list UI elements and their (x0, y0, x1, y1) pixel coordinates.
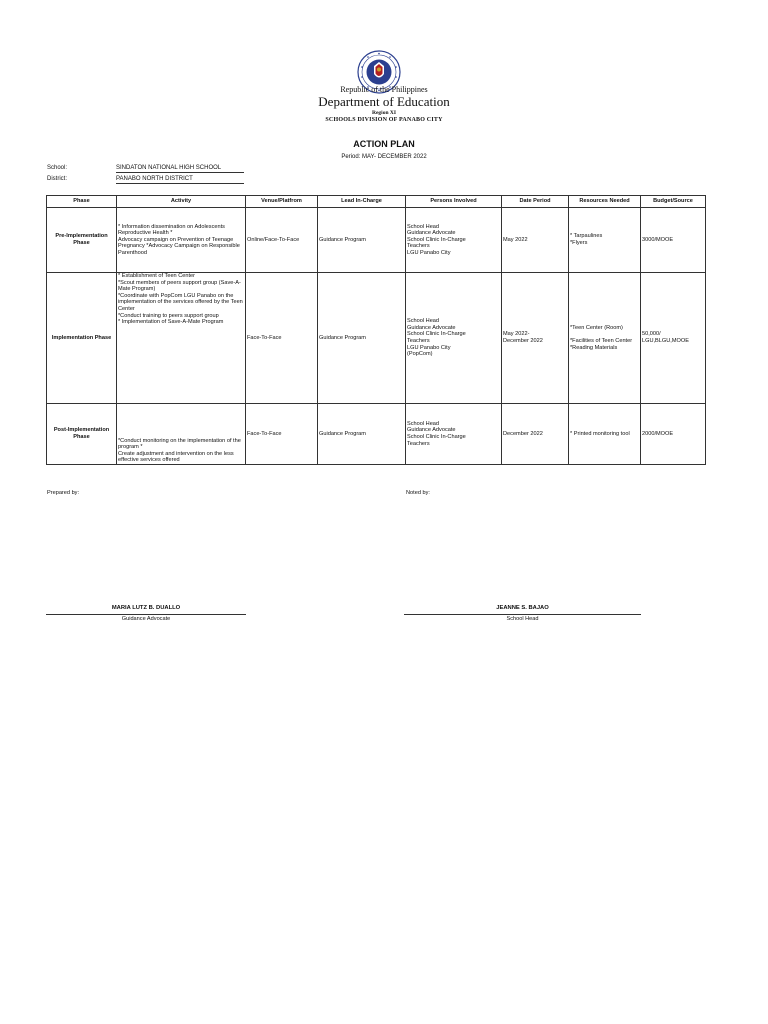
resources-cell: * Tarpaulines *Flyers (569, 208, 641, 273)
persons-cell: School Head Guidance Advocate School Clinic In-Charge Teachers LGU Panabo City (PopCom) (406, 273, 502, 404)
activity-cell: * Information dissemination on Adolescents Reproductive Health * Advocacy campaign on Prevention of Teenage Pregnancy *Advocacy Campaign on Responsible Parenthood (117, 208, 246, 273)
republic-heading: Republic of the Philippines (340, 85, 428, 94)
header-activity: Activity (117, 196, 246, 208)
header-persons: Persons Involved (406, 196, 502, 208)
date-cell: May 2022 (502, 208, 569, 273)
date-cell: December 2022 (502, 404, 569, 465)
budget-cell: 3000/MOOE (641, 208, 706, 273)
resources-cell: * Printed monitoring tool (569, 404, 641, 465)
resources-cell: *Teen Center (Room) *Facilities of Teen Center *Reading Materials (569, 273, 641, 404)
department-heading: Department of Education (318, 94, 450, 109)
phase-cell: Post-Implementation Phase (47, 404, 117, 465)
noted-by-label: Noted by: (406, 490, 430, 496)
phase-cell: Pre-Implementation Phase (47, 208, 117, 273)
lead-cell: Guidance Program (318, 208, 406, 273)
venue-cell: Online/Face-To-Face (246, 208, 318, 273)
persons-cell: School Head Guidance Advocate School Clinic In-Charge Teachers LGU Panabo City (406, 208, 502, 273)
header-phase: Phase (47, 196, 117, 208)
document-title: ACTION PLAN (353, 139, 415, 149)
prepared-by-label: Prepared by: (47, 490, 80, 496)
phase-cell: Implementation Phase (47, 273, 117, 404)
school-label: School: (47, 165, 68, 171)
prepared-by-name: MARIA LUTZ B. DUALLO (111, 605, 181, 611)
table-row (47, 273, 706, 404)
header-resources: Resources Needed (569, 196, 641, 208)
venue-cell: Face-To-Face (246, 404, 318, 465)
division-heading: SCHOOLS DIVISION OF PANABO CITY (325, 117, 443, 123)
district-label: District: (47, 176, 67, 182)
lead-cell: Guidance Program (318, 273, 406, 404)
header-lead: Lead In-Charge (318, 196, 406, 208)
noted-by-role: School Head (506, 616, 539, 622)
prepared-signature-line (46, 614, 246, 615)
region-heading: Region XI (372, 110, 396, 116)
table-row (47, 208, 706, 273)
activity-cell: *Conduct monitoring on the implementation of the program * Create adjustment and intervention on the less effective services offered (117, 404, 246, 465)
date-cell: May 2022- December 2022 (502, 273, 569, 404)
period-text: Period: MAY- DECEMBER 2022 (341, 154, 427, 160)
school-value: SINDATON NATIONAL HIGH SCHOOL (116, 164, 244, 173)
venue-cell: Face-To-Face (246, 273, 318, 404)
noted-by-name: JEANNE S. BAJAO (496, 605, 549, 611)
action-plan-table (46, 195, 706, 465)
table-row (47, 404, 706, 465)
budget-cell: 50,000/ LGU,BLGU,MOOE (641, 273, 706, 404)
persons-cell: School Head Guidance Advocate School Clinic In-Charge Teachers (406, 404, 502, 465)
activity-cell: * Establishment of Teen Center *Scout members of peers support group (Save-A-Mate Program) *Coordinate with PopCom LGU Panabo on the implementation of the services offered by the Teen Center *Conduct training to peers support group * Implementation of Save-A-Mate Program (117, 273, 246, 404)
header-budget: Budget/Source (641, 196, 706, 208)
noted-signature-line (404, 614, 641, 615)
header-date: Date Period (502, 196, 569, 208)
table-header-row (47, 196, 706, 208)
header-venue: Venue/Platfrom (246, 196, 318, 208)
prepared-by-role: Guidance Advocate (121, 616, 171, 622)
district-value: PANABO NORTH DISTRICT (116, 175, 244, 184)
budget-cell: 2000/MOOE (641, 404, 706, 465)
lead-cell: Guidance Program (318, 404, 406, 465)
